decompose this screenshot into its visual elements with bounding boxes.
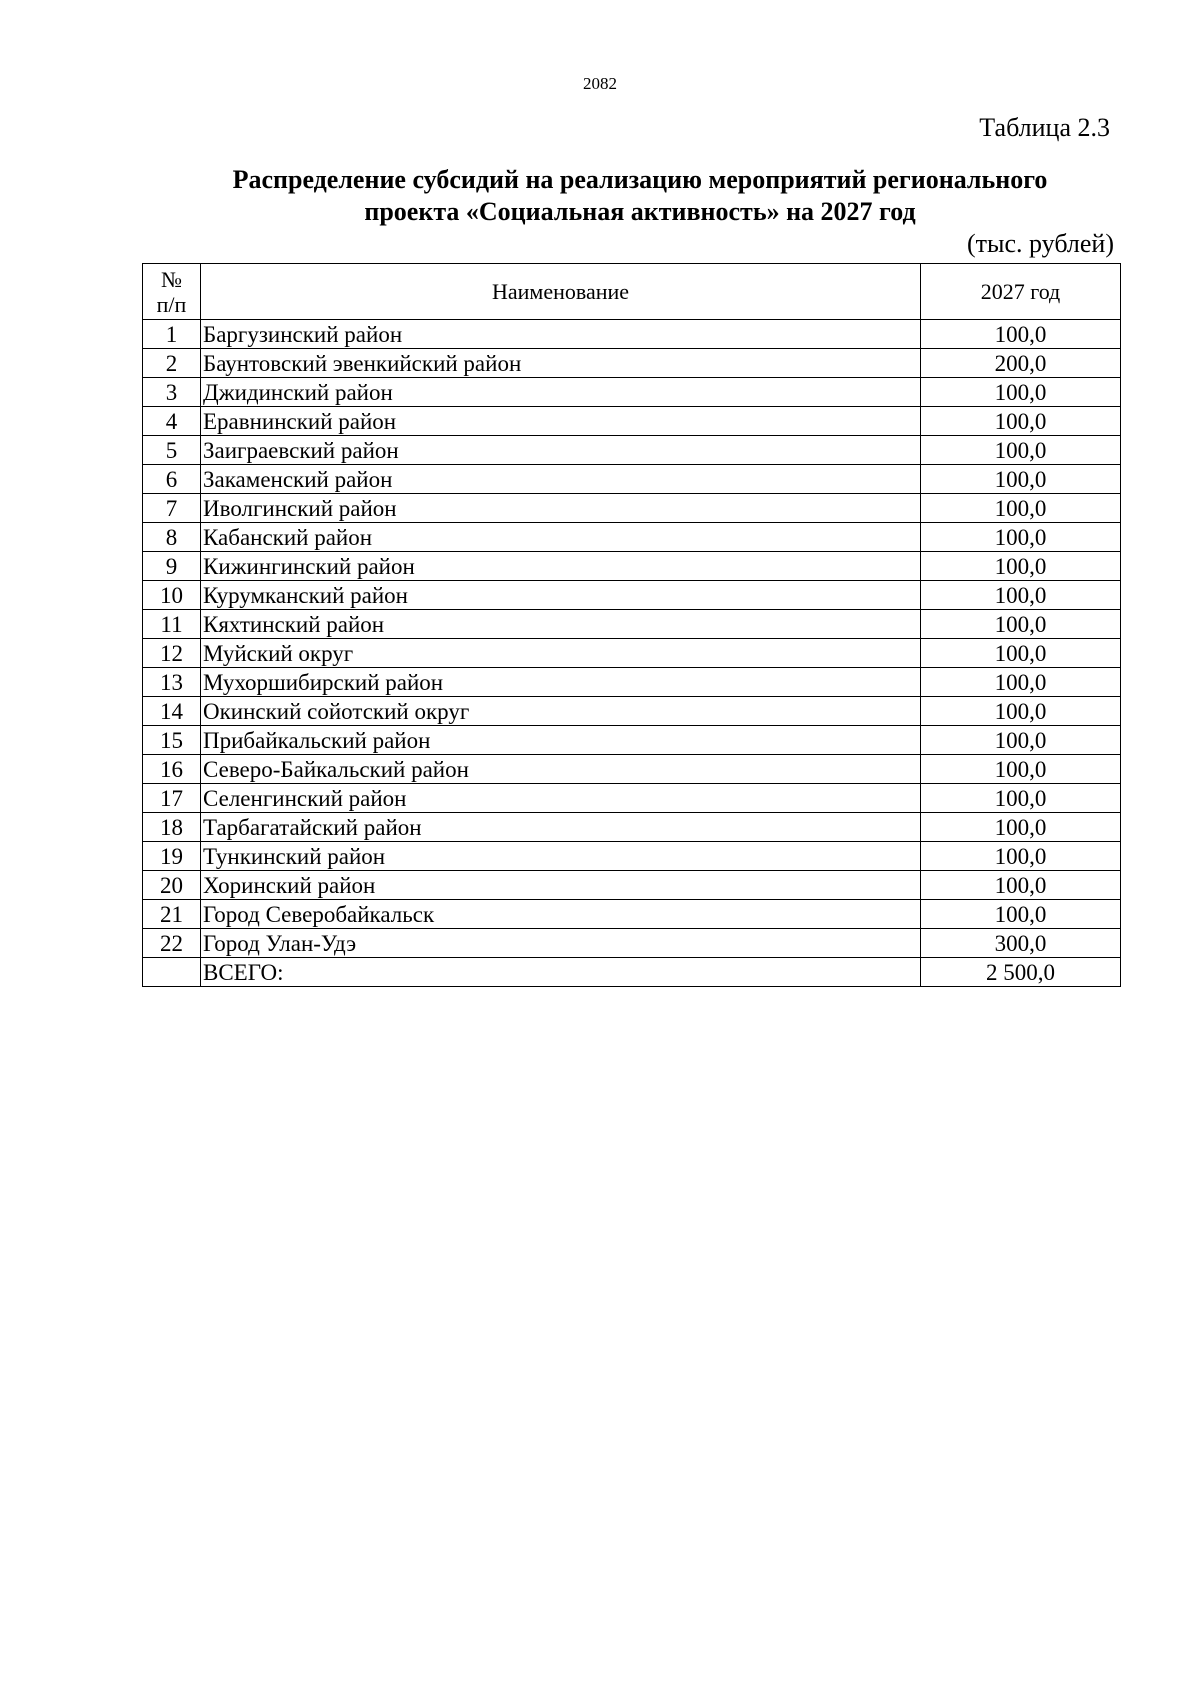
table-row bbox=[143, 349, 1121, 378]
cell-number: 6 bbox=[143, 465, 201, 494]
cell-name: Хоринский район bbox=[201, 871, 921, 900]
cell-number: 9 bbox=[143, 552, 201, 581]
cell-name: Северо-Байкальский район bbox=[201, 755, 921, 784]
document-title bbox=[140, 164, 1140, 228]
cell-value: 300,0 bbox=[921, 929, 1121, 958]
cell-number: 22 bbox=[143, 929, 201, 958]
table-row bbox=[143, 523, 1121, 552]
cell-value: 200,0 bbox=[921, 349, 1121, 378]
cell-value: 100,0 bbox=[921, 523, 1121, 552]
cell-value: 100,0 bbox=[921, 900, 1121, 929]
cell-value: 100,0 bbox=[921, 494, 1121, 523]
cell-value: 100,0 bbox=[921, 436, 1121, 465]
cell-name: Курумканский район bbox=[201, 581, 921, 610]
cell-number: 7 bbox=[143, 494, 201, 523]
cell-name: Кяхтинский район bbox=[201, 610, 921, 639]
cell-number: 8 bbox=[143, 523, 201, 552]
table-body bbox=[143, 320, 1121, 987]
total-row bbox=[143, 958, 1121, 987]
cell-number: 5 bbox=[143, 436, 201, 465]
cell-number: 2 bbox=[143, 349, 201, 378]
table-row bbox=[143, 842, 1121, 871]
cell-value: 100,0 bbox=[921, 610, 1121, 639]
cell-number: 20 bbox=[143, 871, 201, 900]
column-header-year: 2027 год bbox=[921, 264, 1121, 320]
table-row bbox=[143, 929, 1121, 958]
cell-number bbox=[143, 958, 201, 987]
cell-name: Заиграевский район bbox=[201, 436, 921, 465]
cell-name: Окинский сойотский округ bbox=[201, 697, 921, 726]
table-label: Таблица 2.3 bbox=[979, 113, 1110, 142]
cell-name: Муйский округ bbox=[201, 639, 921, 668]
number-sign: № bbox=[161, 266, 182, 292]
table-row bbox=[143, 697, 1121, 726]
table-row bbox=[143, 813, 1121, 842]
table-row bbox=[143, 900, 1121, 929]
cell-number: 4 bbox=[143, 407, 201, 436]
table-row bbox=[143, 726, 1121, 755]
title-line-1: Распределение субсидий на реализацию мероприятий регионального bbox=[232, 165, 1048, 194]
cell-value: 100,0 bbox=[921, 726, 1121, 755]
cell-number: 15 bbox=[143, 726, 201, 755]
page-number: 2082 bbox=[583, 74, 617, 93]
table-row bbox=[143, 581, 1121, 610]
cell-name: Город Улан-Удэ bbox=[201, 929, 921, 958]
table-row bbox=[143, 407, 1121, 436]
cell-name: Баунтовский эвенкийский район bbox=[201, 349, 921, 378]
cell-name: Город Северобайкальск bbox=[201, 900, 921, 929]
cell-name: Тарбагатайский район bbox=[201, 813, 921, 842]
cell-number: 18 bbox=[143, 813, 201, 842]
cell-value: 100,0 bbox=[921, 552, 1121, 581]
table-row bbox=[143, 552, 1121, 581]
subsidy-table bbox=[142, 263, 1121, 987]
cell-name: Тункинский район bbox=[201, 842, 921, 871]
cell-value: 100,0 bbox=[921, 465, 1121, 494]
table-row bbox=[143, 378, 1121, 407]
cell-value: 100,0 bbox=[921, 871, 1121, 900]
cell-number: 13 bbox=[143, 668, 201, 697]
table-row bbox=[143, 320, 1121, 349]
cell-number: 16 bbox=[143, 755, 201, 784]
table-row bbox=[143, 436, 1121, 465]
table-row bbox=[143, 610, 1121, 639]
cell-number: 1 bbox=[143, 320, 201, 349]
units-note: (тыс. рублей) bbox=[966, 229, 1114, 258]
cell-value: 100,0 bbox=[921, 842, 1121, 871]
table-row bbox=[143, 668, 1121, 697]
cell-number: 10 bbox=[143, 581, 201, 610]
cell-name: Иволгинский район bbox=[201, 494, 921, 523]
cell-value: 100,0 bbox=[921, 407, 1121, 436]
cell-name: Кижингинский район bbox=[201, 552, 921, 581]
cell-name: Кабанский район bbox=[201, 523, 921, 552]
table-row bbox=[143, 871, 1121, 900]
table-row bbox=[143, 755, 1121, 784]
table-row bbox=[143, 639, 1121, 668]
number-abbrev: п/п bbox=[156, 291, 187, 317]
cell-number: 3 bbox=[143, 378, 201, 407]
cell-value: 100,0 bbox=[921, 581, 1121, 610]
table-row bbox=[143, 494, 1121, 523]
cell-number: 17 bbox=[143, 784, 201, 813]
cell-value: 100,0 bbox=[921, 813, 1121, 842]
cell-value: 100,0 bbox=[921, 697, 1121, 726]
cell-name: Селенгинский район bbox=[201, 784, 921, 813]
column-header-name: Наименование bbox=[201, 264, 921, 320]
table-row bbox=[143, 465, 1121, 494]
cell-value: 100,0 bbox=[921, 755, 1121, 784]
column-header-number bbox=[143, 264, 201, 320]
cell-value: 100,0 bbox=[921, 639, 1121, 668]
cell-value: 100,0 bbox=[921, 668, 1121, 697]
cell-name: Еравнинский район bbox=[201, 407, 921, 436]
cell-number: 14 bbox=[143, 697, 201, 726]
cell-number: 12 bbox=[143, 639, 201, 668]
cell-value: 100,0 bbox=[921, 378, 1121, 407]
cell-name: Прибайкальский район bbox=[201, 726, 921, 755]
cell-name: Джидинский район bbox=[201, 378, 921, 407]
cell-value: 2 500,0 bbox=[921, 958, 1121, 987]
cell-value: 100,0 bbox=[921, 320, 1121, 349]
cell-name: Закаменский район bbox=[201, 465, 921, 494]
table-header bbox=[143, 264, 1121, 320]
cell-name: Мухоршибирский район bbox=[201, 668, 921, 697]
cell-name: ВСЕГО: bbox=[201, 958, 921, 987]
cell-name: Баргузинский район bbox=[201, 320, 921, 349]
table-row bbox=[143, 784, 1121, 813]
cell-value: 100,0 bbox=[921, 784, 1121, 813]
cell-number: 21 bbox=[143, 900, 201, 929]
title-line-2: проекта «Социальная активность» на 2027 год bbox=[364, 197, 916, 226]
cell-number: 11 bbox=[143, 610, 201, 639]
cell-number: 19 bbox=[143, 842, 201, 871]
